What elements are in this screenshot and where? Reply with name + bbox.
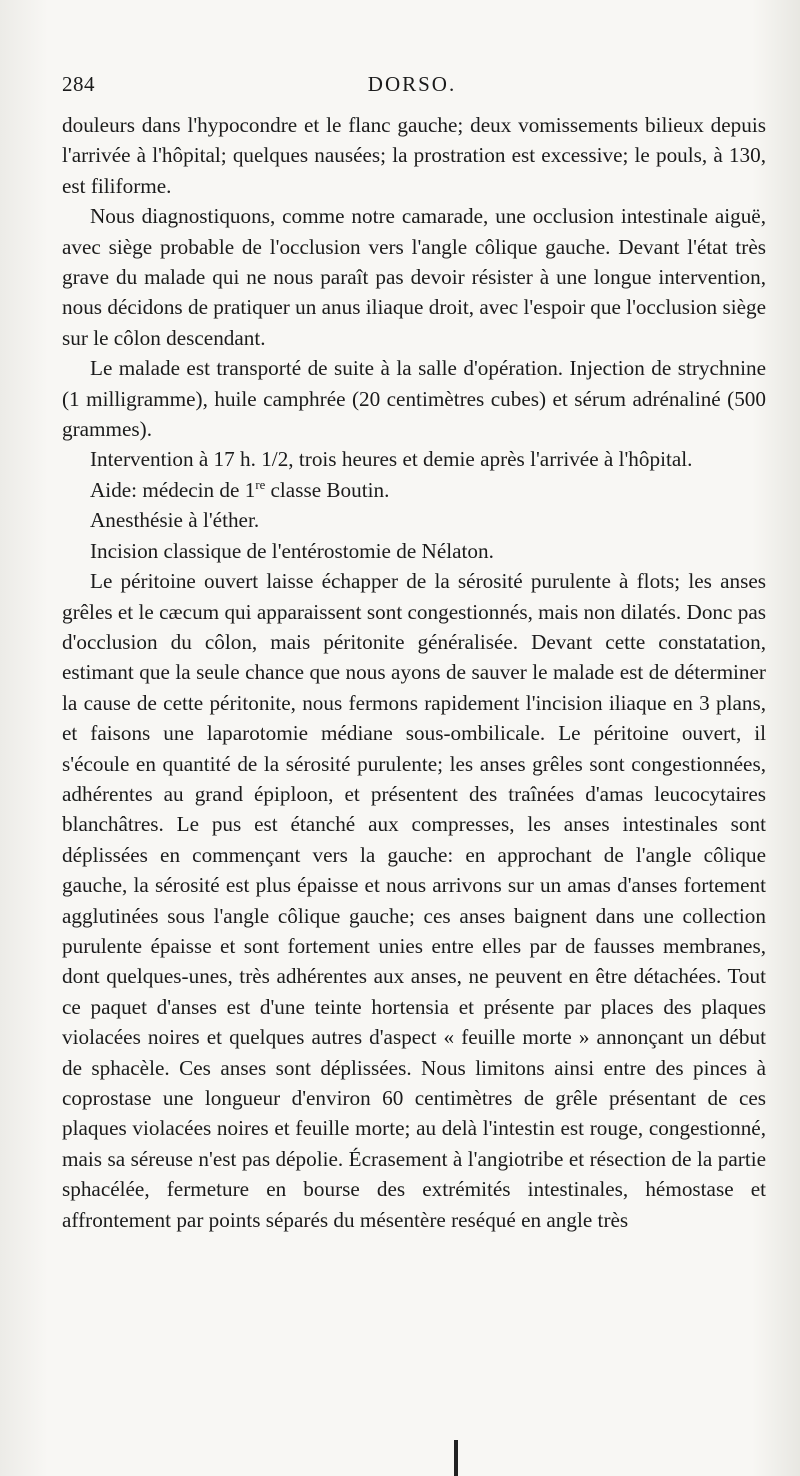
paragraph: douleurs dans l'hypocondre et le flanc gauche; deux vomissements bilieux depuis l'arrivée à l'hôpital; quelques nausées; la prostration est excessive; le pouls, à 130, est filiforme. [62, 113, 766, 198]
running-head: DORSO. [367, 72, 457, 96]
paragraph: Anesthésie à l'éther. [90, 508, 260, 533]
aide-line [62, 475, 766, 505]
paragraph: Le péritoine ouvert laisse échapper de la sérosité purulente à flots; les anses grêles et le cæcum qui apparaissent sont congestionnés, mais non dilatés. Donc pas d'occlusion du côlon, mais péritonite généralisée. Devant cette constatation, estimant que la seule chance que nous ayons de sauver le malade est de déterminer la cause de cette péritonite, nous fermons rapidement l'incision iliaque en 3 plans, et faisons une laparotomie médiane sous-ombilicale. Le péritoine ouvert, il s'écoule en quantité de la sérosité purulente; les anses grêles sont congestionnées, adhérentes au grand épiploon, et présentent des traînées d'amas leucocytaires blanchâtres. Le pus est étanché aux compresses, les anses intestinales sont déplissées en commençant vers la gauche: en approchant de l'angle côlique gauche, la sérosité est plus épaisse et nous arrivons sur un amas d'anses fortement agglutinées sous l'angle côlique gauche; ces anses baignent dans une collection purulente épaisse et sont fortement unies entre elles par de fausses membranes, dont quelques-unes, très adhérentes aux anses, ne peuvent en être détachées. Tout ce paquet d'anses est d'une teinte hortensia et présente par places des plaques violacées noires et quelques autres d'aspect « feuille morte » annonçant un début de sphacèle. Ces anses sont déplissées. Nous limitons ainsi entre des pinces à coprostase une longueur d'environ 60 centimètres de grêle présentant de ces plaques violacées noires et feuille morte; au delà l'intestin est rouge, congestionné, mais sa séreuse n'est pas dépolie. Écrasement à l'angiotribe et résection de la partie sphacélée, fermeture en bourse des extrémités intestinales, hémostase et affrontement par points séparés du mésentère reséqué en angle très [62, 569, 766, 1232]
paragraph: Nous diagnostiquons, comme notre camarade, une occlusion intestinale aiguë, avec siège probable de l'occlusion vers l'angle côlique gauche. Devant l'état très grave du malade qui ne nous paraît pas devoir résister à une longue intervention, nous décidons de pratiquer un anus iliaque droit, avec l'espoir que l'occlusion siège sur le côlon descendant. [62, 204, 766, 350]
paragraph: Incision classique de l'entérostomie de Nélaton. [90, 538, 494, 563]
print-mark [454, 1440, 458, 1476]
paragraph: Le malade est transporté de suite à la salle d'opération. Injection de strychnine (1 milligramme), huile camphrée (20 centimètres cubes) et sérum adrénaliné (500 grammes). [62, 356, 766, 442]
aide-prefix: Aide: médecin de 1 [90, 477, 256, 502]
page-header [62, 72, 762, 102]
page-number: 284 [62, 72, 95, 96]
aide-ordinal: re [255, 477, 266, 492]
body-text [62, 110, 766, 1235]
aide-suffix: classe Boutin. [265, 477, 390, 502]
paragraph: Intervention à 17 h. 1/2, trois heures et demie après l'arrivée à l'hôpital. [90, 447, 693, 472]
